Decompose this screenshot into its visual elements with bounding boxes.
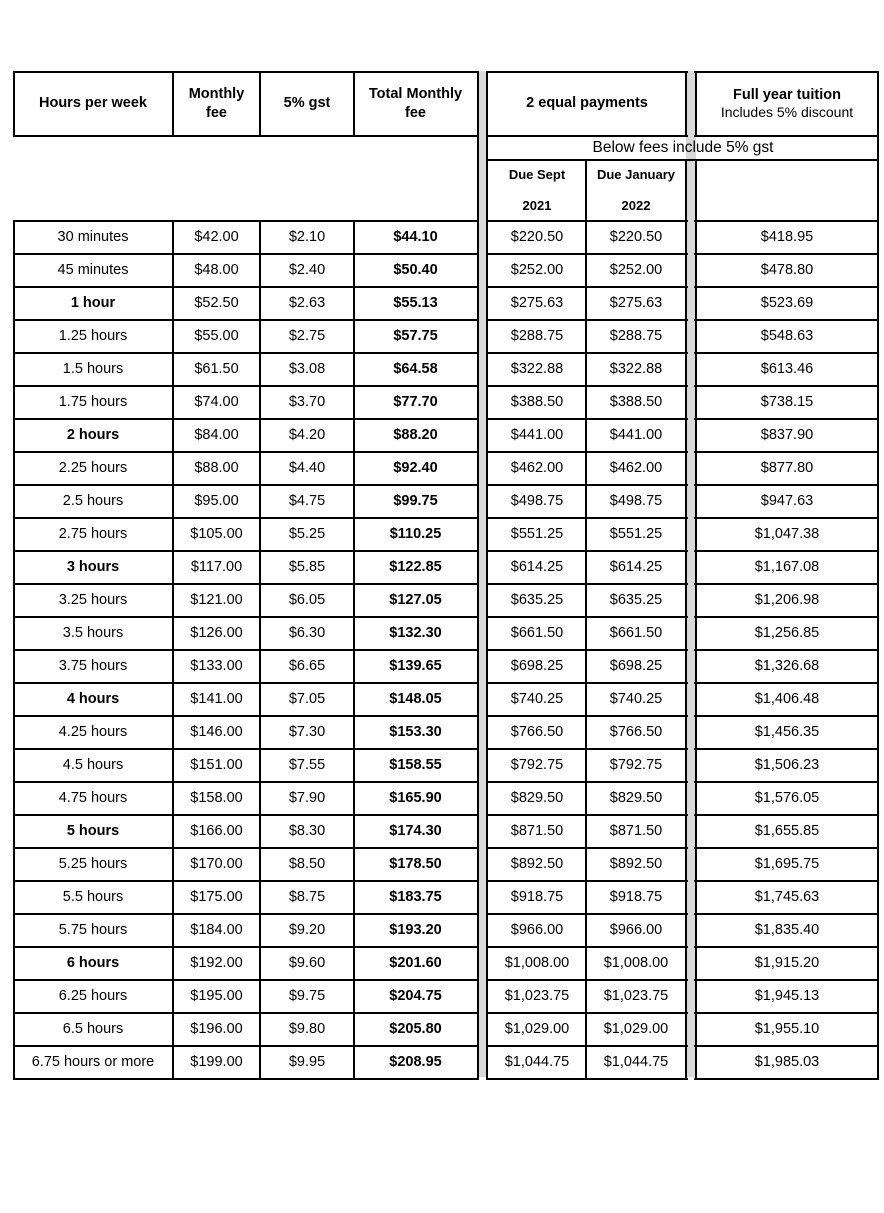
grid-line-horizontal bbox=[486, 484, 688, 486]
grid-line-horizontal bbox=[13, 71, 479, 73]
hours-cell: 2.25 hours bbox=[58, 460, 128, 477]
grid-line-vertical bbox=[685, 71, 687, 137]
due-sept-cell: $462.00 bbox=[510, 460, 564, 477]
gst-cell: $5.85 bbox=[288, 559, 326, 576]
due-sept-cell: $918.75 bbox=[510, 889, 564, 906]
total-monthly-fee-cell: $64.58 bbox=[393, 361, 438, 378]
grid-line-horizontal bbox=[694, 352, 879, 354]
monthly-fee-cell: $74.00 bbox=[194, 394, 239, 411]
grid-line-horizontal bbox=[486, 583, 688, 585]
total-monthly-fee-cell: $204.75 bbox=[389, 988, 442, 1005]
hours-cell: 5 hours bbox=[66, 823, 120, 840]
gst-cell: $4.75 bbox=[288, 493, 326, 510]
grid-line-horizontal bbox=[486, 517, 688, 519]
monthly-fee-cell: $61.50 bbox=[194, 361, 239, 378]
grid-line-horizontal bbox=[486, 550, 688, 552]
grid-line-horizontal bbox=[486, 220, 688, 222]
grid-line-horizontal bbox=[13, 814, 479, 816]
gst-cell: $7.90 bbox=[288, 790, 326, 807]
due-sept-cell: $698.25 bbox=[510, 658, 564, 675]
grid-line-vertical bbox=[585, 159, 587, 1080]
monthly-fee-cell: $105.00 bbox=[190, 526, 243, 543]
grid-line-horizontal bbox=[486, 286, 688, 288]
grid-line-horizontal bbox=[13, 352, 479, 354]
due-january-cell: $498.75 bbox=[609, 493, 663, 510]
grid-line-horizontal bbox=[694, 616, 879, 618]
due-january-cell: $966.00 bbox=[609, 922, 663, 939]
grid-line-horizontal bbox=[486, 71, 688, 73]
gst-cell: $9.60 bbox=[288, 955, 326, 972]
tuition-fee-table bbox=[13, 71, 879, 1077]
total-monthly-fee-cell: $165.90 bbox=[389, 790, 442, 807]
hours-cell: 6 hours bbox=[66, 955, 120, 972]
due-sept-cell: $322.88 bbox=[510, 361, 564, 378]
total-monthly-fee-cell: $205.80 bbox=[389, 1021, 442, 1038]
due-sept-cell: $892.50 bbox=[510, 856, 564, 873]
grid-line-horizontal bbox=[486, 1078, 688, 1080]
gst-cell: $2.75 bbox=[288, 328, 326, 345]
hours-cell: 5.25 hours bbox=[58, 856, 128, 873]
grid-line-horizontal bbox=[694, 517, 879, 519]
grid-line-horizontal bbox=[486, 319, 688, 321]
grid-line-horizontal bbox=[13, 682, 479, 684]
full-year-tuition-cell: $1,835.40 bbox=[754, 922, 820, 939]
due-sept-cell: $829.50 bbox=[510, 790, 564, 807]
due-january-cell: $766.50 bbox=[609, 724, 663, 741]
monthly-fee-cell: $126.00 bbox=[190, 625, 243, 642]
full-year-tuition-cell: $1,167.08 bbox=[754, 559, 820, 576]
total-monthly-fee-cell: $122.85 bbox=[389, 559, 442, 576]
hours-cell: 2 hours bbox=[66, 427, 120, 444]
full-year-tuition-cell: $1,506.23 bbox=[754, 757, 820, 774]
due-january-cell: $441.00 bbox=[609, 427, 663, 444]
due-sept-cell: $220.50 bbox=[510, 229, 564, 246]
hours-cell: 2.5 hours bbox=[62, 493, 124, 510]
gst-cell: $2.40 bbox=[288, 262, 326, 279]
hours-cell: 3.25 hours bbox=[58, 592, 128, 609]
grid-line-horizontal bbox=[486, 913, 688, 915]
due-january-cell: $871.50 bbox=[609, 823, 663, 840]
grid-line-horizontal bbox=[694, 550, 879, 552]
due-sept-cell: $498.75 bbox=[510, 493, 564, 510]
grid-line-horizontal bbox=[694, 135, 879, 137]
monthly-fee-cell: $121.00 bbox=[190, 592, 243, 609]
monthly-fee-cell: $146.00 bbox=[190, 724, 243, 741]
grid-line-horizontal bbox=[13, 550, 479, 552]
hours-cell: 3.75 hours bbox=[58, 658, 128, 675]
monthly-fee-cell: $117.00 bbox=[190, 559, 243, 576]
header-two-equal-payments: 2 equal payments bbox=[526, 95, 648, 112]
gst-included-note: Below fees include 5% gst bbox=[592, 139, 774, 157]
grid-line-horizontal bbox=[486, 451, 688, 453]
gst-cell: $6.65 bbox=[288, 658, 326, 675]
due-sept-cell: $871.50 bbox=[510, 823, 564, 840]
grid-line-horizontal bbox=[13, 781, 479, 783]
grid-line-horizontal bbox=[13, 1078, 479, 1080]
grid-line-vertical bbox=[13, 71, 15, 137]
monthly-fee-cell: $95.00 bbox=[194, 493, 239, 510]
due-january-cell: $275.63 bbox=[609, 295, 663, 312]
grid-line-horizontal bbox=[486, 847, 688, 849]
monthly-fee-cell: $141.00 bbox=[190, 691, 243, 708]
gst-cell: $3.70 bbox=[288, 394, 326, 411]
monthly-fee-cell: $192.00 bbox=[190, 955, 243, 972]
grid-line-horizontal bbox=[694, 385, 879, 387]
grid-line-horizontal bbox=[694, 286, 879, 288]
total-monthly-fee-cell: $55.13 bbox=[393, 295, 438, 312]
due-sept-cell: $1,008.00 bbox=[504, 955, 570, 972]
due-sept-cell: $551.25 bbox=[510, 526, 564, 543]
hours-cell: 2.75 hours bbox=[58, 526, 128, 543]
gst-cell: $7.55 bbox=[288, 757, 326, 774]
gst-cell: $9.80 bbox=[288, 1021, 326, 1038]
header-due-sept: Due Sept 2021 bbox=[508, 167, 566, 213]
grid-line-horizontal bbox=[486, 135, 688, 137]
header-hours-per-week: Hours per week bbox=[39, 95, 147, 112]
full-year-tuition-cell: $478.80 bbox=[760, 262, 814, 279]
total-monthly-fee-cell: $88.20 bbox=[393, 427, 438, 444]
total-monthly-fee-cell: $44.10 bbox=[393, 229, 438, 246]
gst-cell: $6.05 bbox=[288, 592, 326, 609]
grid-line-horizontal bbox=[486, 649, 688, 651]
hours-cell: 6.75 hours or more bbox=[31, 1054, 155, 1071]
grid-line-horizontal bbox=[13, 946, 479, 948]
hours-cell: 4.75 hours bbox=[58, 790, 128, 807]
full-year-tuition-cell: $1,406.48 bbox=[754, 691, 820, 708]
grid-line-horizontal bbox=[13, 418, 479, 420]
grid-line-vertical bbox=[13, 220, 15, 1080]
hours-cell: 5.5 hours bbox=[62, 889, 124, 906]
due-january-cell: $635.25 bbox=[609, 592, 663, 609]
grid-line-horizontal bbox=[694, 946, 879, 948]
grid-line-horizontal bbox=[13, 319, 479, 321]
gst-cell: $2.63 bbox=[288, 295, 326, 312]
grid-line-horizontal bbox=[694, 319, 879, 321]
grid-line-horizontal bbox=[13, 517, 479, 519]
grid-line-horizontal bbox=[13, 451, 479, 453]
gst-cell: $4.40 bbox=[288, 460, 326, 477]
hours-cell: 45 minutes bbox=[57, 262, 129, 279]
due-sept-cell: $1,029.00 bbox=[504, 1021, 570, 1038]
grid-line-vertical bbox=[486, 71, 488, 1080]
monthly-fee-cell: $195.00 bbox=[190, 988, 243, 1005]
grid-line-vertical bbox=[695, 71, 697, 137]
grid-line-vertical bbox=[353, 220, 355, 1080]
gst-cell: $5.25 bbox=[288, 526, 326, 543]
hours-cell: 4.5 hours bbox=[62, 757, 124, 774]
grid-line-horizontal bbox=[13, 913, 479, 915]
grid-line-horizontal bbox=[486, 979, 688, 981]
grid-line-horizontal bbox=[13, 286, 479, 288]
due-january-cell: $698.25 bbox=[609, 658, 663, 675]
monthly-fee-cell: $151.00 bbox=[190, 757, 243, 774]
grid-line-horizontal bbox=[486, 946, 688, 948]
full-year-tuition-cell: $1,745.63 bbox=[754, 889, 820, 906]
full-year-tuition-cell: $1,695.75 bbox=[754, 856, 820, 873]
grid-line-horizontal bbox=[486, 880, 688, 882]
full-year-tuition-cell: $1,256.85 bbox=[754, 625, 820, 642]
total-monthly-fee-cell: $77.70 bbox=[393, 394, 438, 411]
due-sept-cell: $740.25 bbox=[510, 691, 564, 708]
grid-line-horizontal bbox=[13, 135, 479, 137]
monthly-fee-cell: $199.00 bbox=[190, 1054, 243, 1071]
due-january-cell: $388.50 bbox=[609, 394, 663, 411]
hours-cell: 6.25 hours bbox=[58, 988, 128, 1005]
hours-cell: 3.5 hours bbox=[62, 625, 124, 642]
full-year-tuition-cell: $877.80 bbox=[760, 460, 814, 477]
grid-line-horizontal bbox=[694, 583, 879, 585]
total-monthly-fee-cell: $201.60 bbox=[389, 955, 442, 972]
monthly-fee-cell: $184.00 bbox=[190, 922, 243, 939]
header-full-year-tuition: Full year tuition Includes 5% discount bbox=[720, 86, 854, 120]
grid-line-horizontal bbox=[694, 979, 879, 981]
due-january-cell: $1,023.75 bbox=[603, 988, 669, 1005]
grid-line-horizontal bbox=[694, 220, 879, 222]
gst-cell: $6.30 bbox=[288, 625, 326, 642]
grid-line-horizontal bbox=[13, 748, 479, 750]
grid-line-horizontal bbox=[13, 715, 479, 717]
due-january-cell: $892.50 bbox=[609, 856, 663, 873]
header-gst: 5% gst bbox=[283, 95, 331, 112]
hours-cell: 1.75 hours bbox=[58, 394, 128, 411]
hours-cell: 1.25 hours bbox=[58, 328, 128, 345]
grid-line-horizontal bbox=[486, 418, 688, 420]
due-january-cell: $1,008.00 bbox=[603, 955, 669, 972]
due-january-cell: $1,044.75 bbox=[603, 1054, 669, 1071]
due-sept-cell: $635.25 bbox=[510, 592, 564, 609]
gst-cell: $9.20 bbox=[288, 922, 326, 939]
full-year-tuition-cell: $523.69 bbox=[760, 295, 814, 312]
total-monthly-fee-cell: $92.40 bbox=[393, 460, 438, 477]
due-sept-cell: $766.50 bbox=[510, 724, 564, 741]
header-due-january: Due January 2022 bbox=[596, 167, 676, 213]
monthly-fee-cell: $52.50 bbox=[194, 295, 239, 312]
full-year-tuition-cell: $613.46 bbox=[760, 361, 814, 378]
grid-line-vertical bbox=[172, 71, 174, 137]
due-january-cell: $462.00 bbox=[609, 460, 663, 477]
due-january-cell: $322.88 bbox=[609, 361, 663, 378]
due-january-cell: $792.75 bbox=[609, 757, 663, 774]
full-year-tuition-cell: $1,576.05 bbox=[754, 790, 820, 807]
grid-line-horizontal bbox=[694, 484, 879, 486]
due-sept-cell: $1,023.75 bbox=[504, 988, 570, 1005]
due-january-cell: $252.00 bbox=[609, 262, 663, 279]
grid-line-horizontal bbox=[13, 847, 479, 849]
grid-line-horizontal bbox=[13, 979, 479, 981]
grid-line-horizontal bbox=[13, 1045, 479, 1047]
full-year-tuition-cell: $418.95 bbox=[760, 229, 814, 246]
due-january-cell: $829.50 bbox=[609, 790, 663, 807]
grid-line-vertical bbox=[877, 71, 879, 1080]
grid-line-horizontal bbox=[13, 649, 479, 651]
monthly-fee-cell: $166.00 bbox=[190, 823, 243, 840]
grid-line-horizontal bbox=[13, 616, 479, 618]
hours-cell: 5.75 hours bbox=[58, 922, 128, 939]
full-year-tuition-cell: $837.90 bbox=[760, 427, 814, 444]
total-monthly-fee-cell: $57.75 bbox=[393, 328, 438, 345]
grid-line-horizontal bbox=[694, 814, 879, 816]
monthly-fee-cell: $175.00 bbox=[190, 889, 243, 906]
due-sept-cell: $614.25 bbox=[510, 559, 564, 576]
grid-line-horizontal bbox=[13, 583, 479, 585]
gst-cell: $8.75 bbox=[288, 889, 326, 906]
gst-cell: $8.30 bbox=[288, 823, 326, 840]
full-year-tuition-cell: $1,655.85 bbox=[754, 823, 820, 840]
grid-line-vertical bbox=[477, 71, 479, 1080]
due-january-cell: $288.75 bbox=[609, 328, 663, 345]
due-january-cell: $740.25 bbox=[609, 691, 663, 708]
due-sept-cell: $252.00 bbox=[510, 262, 564, 279]
monthly-fee-cell: $84.00 bbox=[194, 427, 239, 444]
hours-cell: 4.25 hours bbox=[58, 724, 128, 741]
total-monthly-fee-cell: $178.50 bbox=[389, 856, 442, 873]
hours-cell: 4 hours bbox=[66, 691, 120, 708]
monthly-fee-cell: $170.00 bbox=[190, 856, 243, 873]
grid-line-horizontal bbox=[694, 253, 879, 255]
grid-line-vertical bbox=[685, 159, 687, 1080]
header-monthly-fee: Monthly fee bbox=[188, 86, 245, 121]
grid-line-horizontal bbox=[694, 1078, 879, 1080]
grid-line-horizontal bbox=[13, 253, 479, 255]
due-january-cell: $614.25 bbox=[609, 559, 663, 576]
grid-line-horizontal bbox=[486, 385, 688, 387]
total-monthly-fee-cell: $127.05 bbox=[389, 592, 442, 609]
monthly-fee-cell: $88.00 bbox=[194, 460, 239, 477]
grid-line-horizontal bbox=[486, 352, 688, 354]
full-year-tuition-cell: $1,206.98 bbox=[754, 592, 820, 609]
full-year-tuition-cell: $1,985.03 bbox=[754, 1054, 820, 1071]
gst-cell: $7.30 bbox=[288, 724, 326, 741]
grid-line-horizontal bbox=[486, 814, 688, 816]
due-sept-cell: $966.00 bbox=[510, 922, 564, 939]
grid-line-horizontal bbox=[13, 385, 479, 387]
due-sept-cell: $792.75 bbox=[510, 757, 564, 774]
gst-cell: $7.05 bbox=[288, 691, 326, 708]
due-sept-cell: $441.00 bbox=[510, 427, 564, 444]
total-monthly-fee-cell: $193.20 bbox=[389, 922, 442, 939]
grid-line-horizontal bbox=[694, 649, 879, 651]
grid-line-horizontal bbox=[694, 748, 879, 750]
total-monthly-fee-cell: $174.30 bbox=[389, 823, 442, 840]
total-monthly-fee-cell: $158.55 bbox=[389, 757, 442, 774]
total-monthly-fee-cell: $99.75 bbox=[393, 493, 438, 510]
grid-line-horizontal bbox=[694, 451, 879, 453]
grid-line-horizontal bbox=[13, 484, 479, 486]
grid-line-horizontal bbox=[486, 159, 879, 161]
monthly-fee-cell: $55.00 bbox=[194, 328, 239, 345]
gst-cell: $8.50 bbox=[288, 856, 326, 873]
grid-line-horizontal bbox=[694, 847, 879, 849]
gst-cell: $9.75 bbox=[288, 988, 326, 1005]
full-year-tuition-cell: $1,955.10 bbox=[754, 1021, 820, 1038]
grid-line-horizontal bbox=[486, 253, 688, 255]
due-sept-cell: $288.75 bbox=[510, 328, 564, 345]
full-year-tuition-cell: $947.63 bbox=[760, 493, 814, 510]
hours-cell: 1.5 hours bbox=[62, 361, 124, 378]
monthly-fee-cell: $48.00 bbox=[194, 262, 239, 279]
grid-line-horizontal bbox=[694, 1012, 879, 1014]
grid-line-horizontal bbox=[694, 880, 879, 882]
due-sept-cell: $388.50 bbox=[510, 394, 564, 411]
grid-line-horizontal bbox=[694, 418, 879, 420]
grid-line-horizontal bbox=[13, 220, 479, 222]
header-total-monthly-fee: Total Monthly fee bbox=[368, 86, 463, 121]
grid-line-horizontal bbox=[486, 748, 688, 750]
due-january-cell: $1,029.00 bbox=[603, 1021, 669, 1038]
full-year-tuition-cell: $1,326.68 bbox=[754, 658, 820, 675]
hours-cell: 1 hour bbox=[70, 295, 116, 312]
total-monthly-fee-cell: $50.40 bbox=[393, 262, 438, 279]
grid-line-vertical bbox=[172, 220, 174, 1080]
gst-cell: $9.95 bbox=[288, 1054, 326, 1071]
grid-line-horizontal bbox=[486, 715, 688, 717]
grid-line-horizontal bbox=[13, 1012, 479, 1014]
hours-cell: 3 hours bbox=[66, 559, 120, 576]
total-monthly-fee-cell: $183.75 bbox=[389, 889, 442, 906]
due-january-cell: $551.25 bbox=[609, 526, 663, 543]
hours-cell: 6.5 hours bbox=[62, 1021, 124, 1038]
monthly-fee-cell: $158.00 bbox=[190, 790, 243, 807]
due-january-cell: $918.75 bbox=[609, 889, 663, 906]
total-monthly-fee-cell: $153.30 bbox=[389, 724, 442, 741]
full-year-tuition-cell: $738.15 bbox=[760, 394, 814, 411]
grid-line-vertical bbox=[259, 220, 261, 1080]
due-january-cell: $220.50 bbox=[609, 229, 663, 246]
full-year-tuition-cell: $1,456.35 bbox=[754, 724, 820, 741]
monthly-fee-cell: $42.00 bbox=[194, 229, 239, 246]
grid-line-horizontal bbox=[694, 715, 879, 717]
grid-line-horizontal bbox=[694, 71, 879, 73]
grid-line-horizontal bbox=[694, 682, 879, 684]
due-sept-cell: $661.50 bbox=[510, 625, 564, 642]
due-sept-cell: $275.63 bbox=[510, 295, 564, 312]
full-year-tuition-cell: $1,945.13 bbox=[754, 988, 820, 1005]
total-monthly-fee-cell: $148.05 bbox=[389, 691, 442, 708]
grid-line-horizontal bbox=[486, 682, 688, 684]
total-monthly-fee-cell: $110.25 bbox=[389, 526, 442, 543]
total-monthly-fee-cell: $132.30 bbox=[389, 625, 442, 642]
gst-cell: $2.10 bbox=[288, 229, 326, 246]
due-january-cell: $661.50 bbox=[609, 625, 663, 642]
grid-line-horizontal bbox=[694, 1045, 879, 1047]
grid-line-vertical bbox=[695, 159, 697, 1080]
grid-line-horizontal bbox=[486, 781, 688, 783]
monthly-fee-cell: $196.00 bbox=[190, 1021, 243, 1038]
gst-cell: $3.08 bbox=[288, 361, 326, 378]
grid-line-horizontal bbox=[694, 781, 879, 783]
full-year-tuition-cell: $1,047.38 bbox=[754, 526, 820, 543]
grid-line-horizontal bbox=[13, 880, 479, 882]
total-monthly-fee-cell: $208.95 bbox=[389, 1054, 442, 1071]
grid-line-horizontal bbox=[694, 913, 879, 915]
due-sept-cell: $1,044.75 bbox=[504, 1054, 570, 1071]
total-monthly-fee-cell: $139.65 bbox=[389, 658, 442, 675]
gst-cell: $4.20 bbox=[288, 427, 326, 444]
grid-line-vertical bbox=[353, 71, 355, 137]
monthly-fee-cell: $133.00 bbox=[190, 658, 243, 675]
hours-cell: 30 minutes bbox=[57, 229, 129, 246]
grid-line-horizontal bbox=[486, 616, 688, 618]
grid-line-vertical bbox=[259, 71, 261, 137]
full-year-tuition-cell: $548.63 bbox=[760, 328, 814, 345]
full-year-tuition-cell: $1,915.20 bbox=[754, 955, 820, 972]
grid-line-horizontal bbox=[486, 1012, 688, 1014]
grid-line-horizontal bbox=[486, 1045, 688, 1047]
